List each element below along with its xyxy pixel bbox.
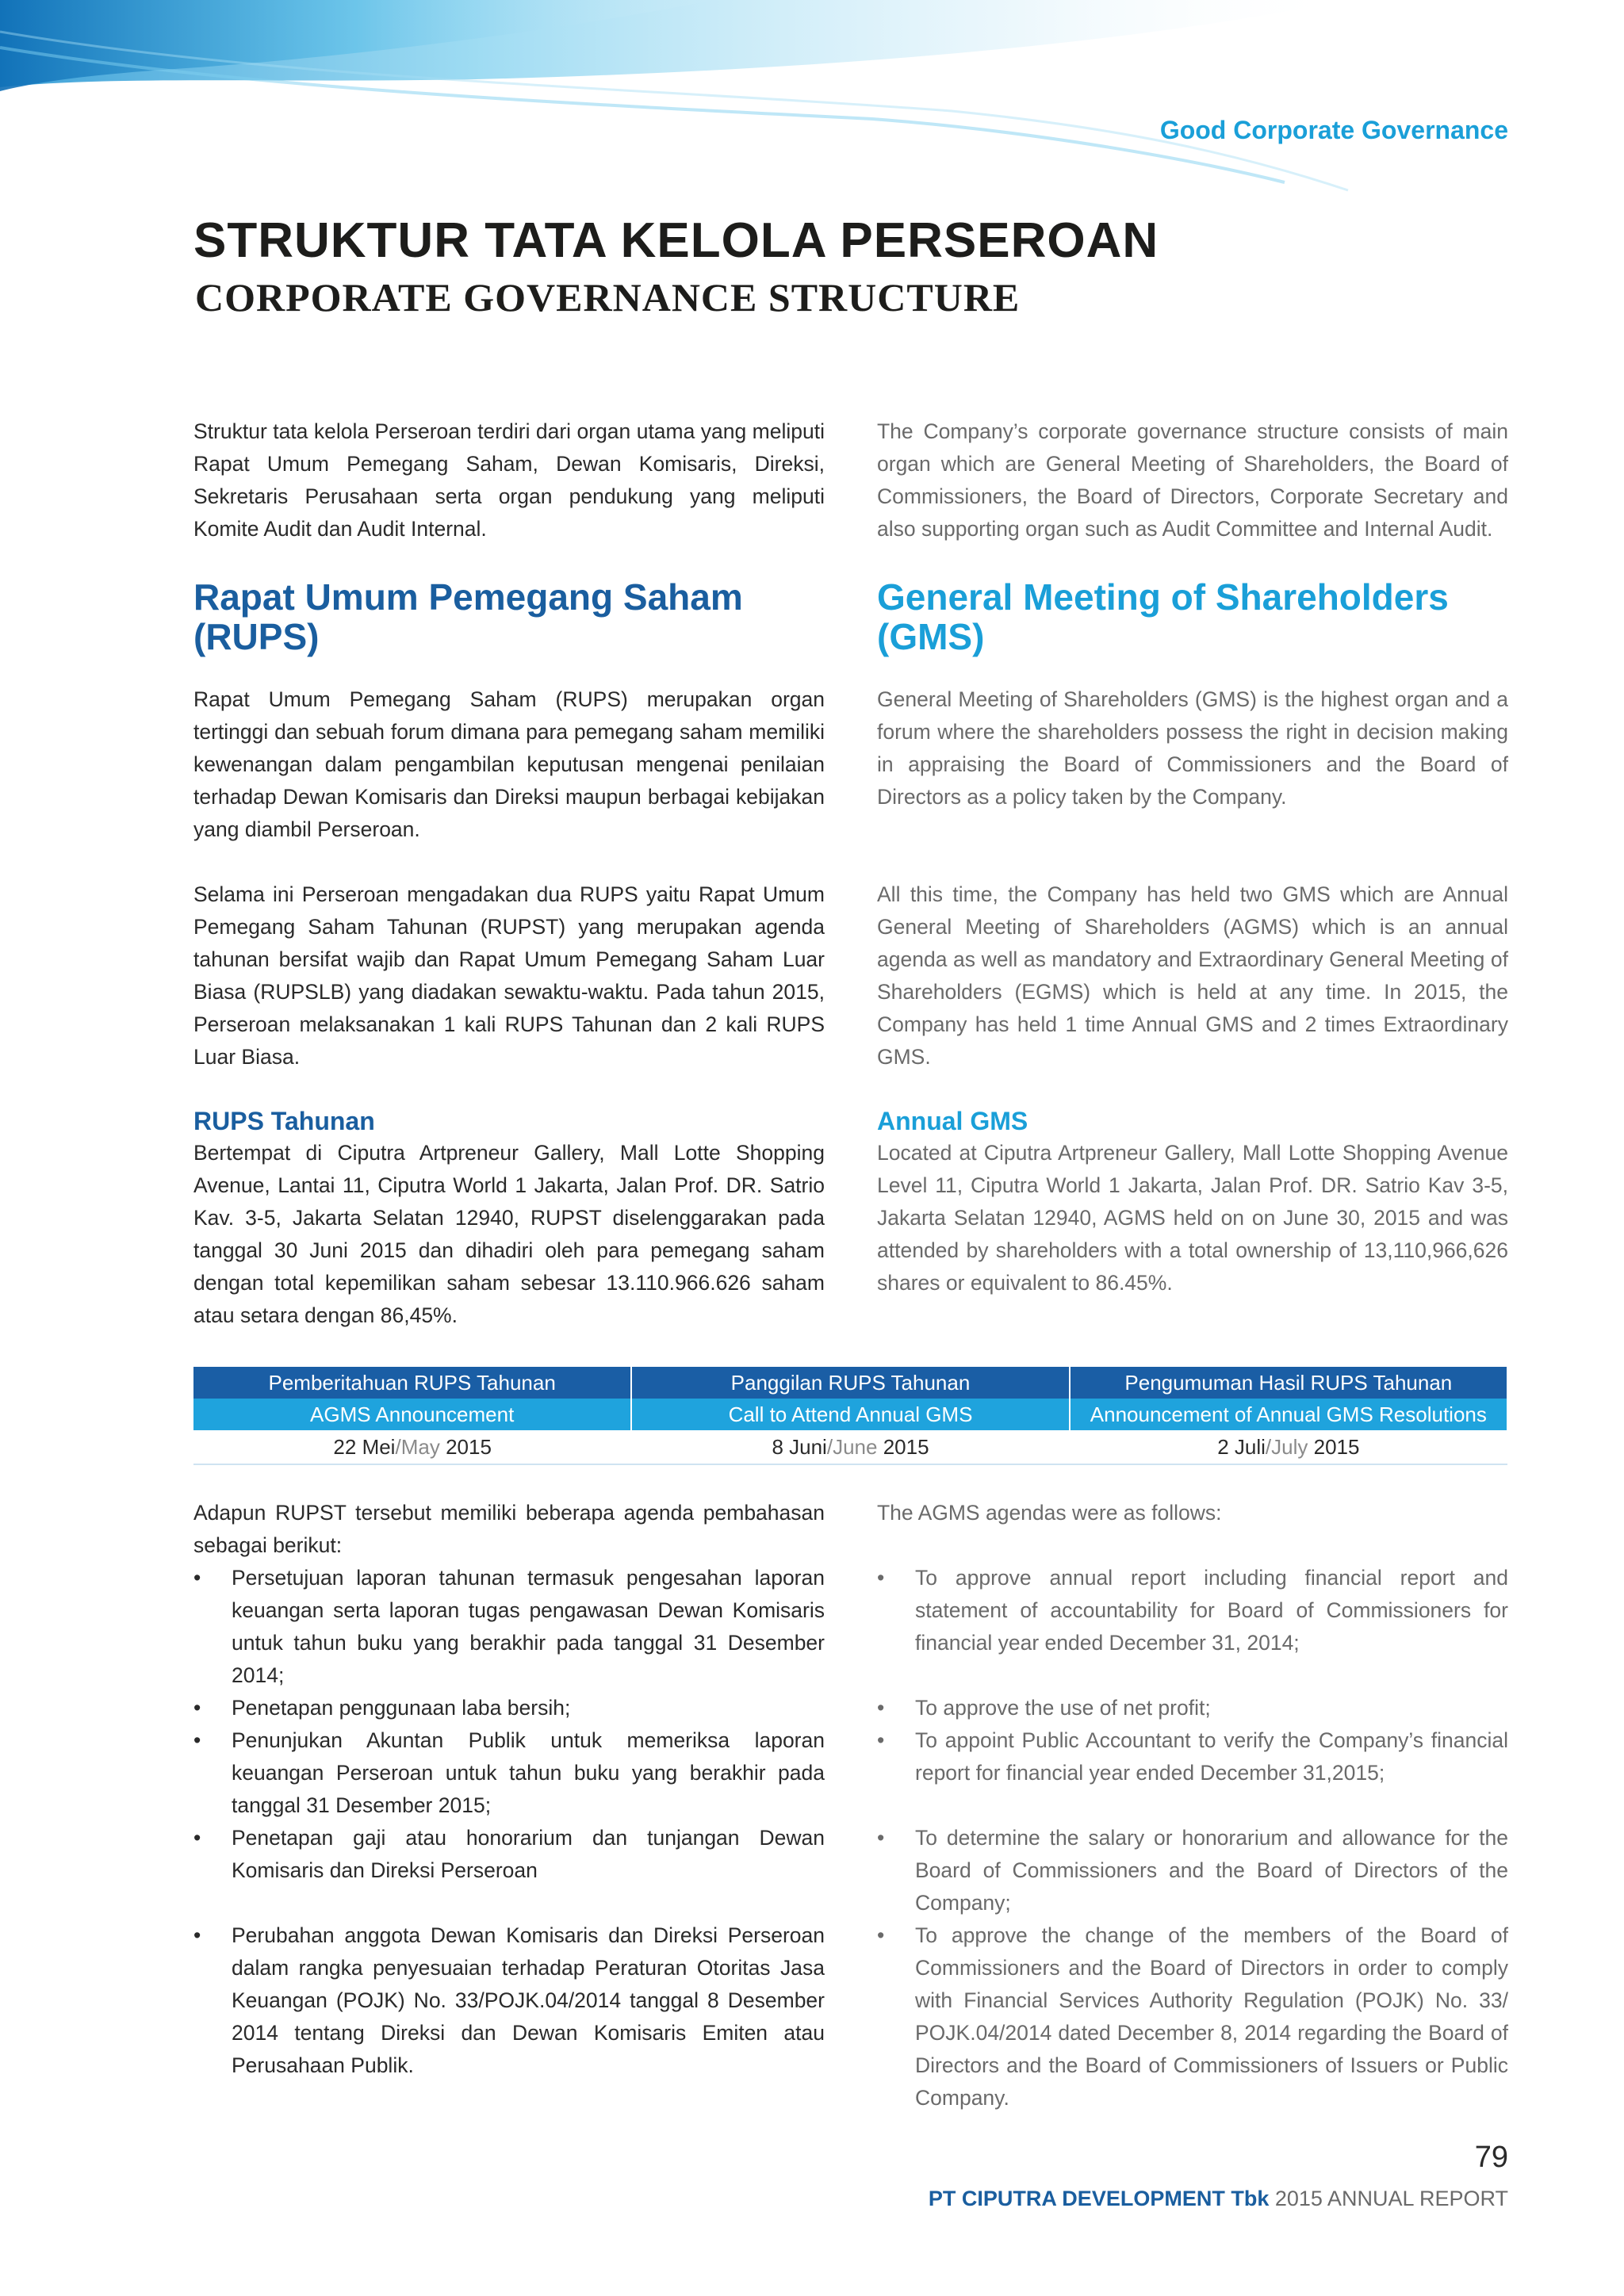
date-year: 2015 [883,1434,929,1459]
date-month-id: Juni [789,1434,827,1459]
page-title: STRUKTUR TATA KELOLA PERSEROAN [193,213,1159,268]
left-agenda-list [193,1562,825,2082]
left-rups-paragraph: Rapat Umum Pemegang Saham (RUPS) merupakan organ tertinggi dan sebuah forum dimana para pemegang saham memiliki kewenangan dalam pengambilan keputusan mengenai penilaian terhadap Dewan Komisaris dan Direksi maupun berbagai kebijakan yang diambil Perseroan. [193,687,825,841]
left-heading-rups-line1: Rapat Umum Pemegang Saham [193,576,743,618]
list-item: • To appoint Public Accountant to verify the Company’s financial report for financial year ended December 31,2015; [877,1724,1508,1789]
left-annual-paragraph: Bertempat di Ciputra Artpreneur Gallery, Mall Lotte Shopping Avenue, Lantai 11, Ciputra World 1 Jakarta, Jalan Prof. DR. Satrio Kav. 3-5, Jakarta Selatan 12940, RUPST diselenggarakan pada tanggal 30 Juni 2015 dan dihadiri oleh para pemegang saham dengan total kepemilikan saham sebesar 13.110.966.626 saham atau setara dengan 86,45%. [193,1141,825,1327]
right-annual-paragraph: Located at Ciputra Artpreneur Gallery, Mall Lotte Shopping Avenue Level 11, Ciputra World 1 Jakarta, Jalan Prof. DR. Satrio Kav 3-5, Jakarta Selatan 12940, AGMS held on on June 30, 2015 and was attended by shareholders with a total ownership of 13,110,966,626 shares or equivalent to 86.45%. [877,1141,1508,1295]
date-month-id: Mei [362,1434,396,1459]
date-separator: / [1265,1434,1272,1459]
right-heading-gms-line2: (GMS) [877,616,985,657]
right-agenda [877,1497,1508,2114]
list-item: • Persetujuan laporan tahunan termasuk pengesahan laporan keuangan serta laporan tugas pengawasan Dewan Komisaris untuk tahun buku yang berakhir pada tanggal 31 Desember 2014; [193,1562,825,1692]
date-month-id: Juli [1234,1434,1266,1459]
date-day: 8 [772,1434,783,1459]
table-date-cell [1070,1430,1507,1464]
table-row [193,1367,1507,1399]
date-year: 2015 [446,1434,492,1459]
list-item: • Penetapan gaji atau honorarium dan tunjangan Dewan Komisaris dan Direksi Perseroan [193,1822,825,1887]
right-heading-annual: Annual GMS [877,1107,1028,1135]
date-day: 22 [333,1434,357,1459]
table-row [193,1399,1507,1430]
list-item: • To determine the salary or honorarium and allowance for the Board of Commissioners and the Board of Directors of the Company; [877,1822,1508,1919]
date-year: 2015 [1313,1434,1360,1459]
section-label: Good Corporate Governance [1159,116,1508,144]
table-header-cell: Panggilan RUPS Tahunan [631,1367,1069,1399]
left-agenda-intro: Adapun RUPST tersebut memiliki beberapa agenda pembahasan sebagai berikut: [193,1501,825,1557]
right-intro: The Company’s corporate governance structure consists of main organ which are General Meeting of Shareholders, the Board of Commissioners, the Board of Directors, Corporate Secretary and also supporting organ such as Audit Committee and Internal Audit. [877,419,1508,541]
right-column-top [877,415,1508,1299]
date-separator: / [826,1434,833,1459]
agms-schedule-table [193,1367,1508,1465]
footer [929,2187,1508,2211]
page-number: 79 [1474,2141,1508,2174]
table-row [193,1430,1507,1464]
list-item: • To approve the change of the members of the Board of Commissioners and the Board of Directors in order to comply with Financial Services Authority Regulation (POJK) No. 33/ POJK.04/2014 dated December 8, 2014 regarding the Board of Directors and the Board of Commissioners of Issuers or Public Company. [877,1919,1508,2114]
table-date-cell [193,1430,631,1464]
left-intro: Struktur tata kelola Perseroan terdiri dari organ utama yang meliputi Rapat Umum Pemegang Saham, Dewan Komisaris, Direksi, Sekretaris Perusahaan serta organ pendukung yang meliputi Komite Audit dan Audit Internal. [193,419,825,541]
list-item: • Penetapan penggunaan laba bersih; [193,1692,825,1724]
page-subtitle: CORPORATE GOVERNANCE STRUCTURE [195,275,1021,320]
table-header-cell: Pemberitahuan RUPS Tahunan [193,1367,631,1399]
table-header-cell: Call to Attend Annual GMS [631,1399,1069,1430]
left-heading-annual: RUPS Tahunan [193,1107,375,1135]
right-heading-gms-line1: General Meeting of Shareholders [877,576,1449,618]
right-gms-paragraph: General Meeting of Shareholders (GMS) is the highest organ and a forum where the shareholders possess the right in decision making in appraising the Board of Commissioners and the Board of Directors as a policy taken by the Company. [877,687,1508,809]
date-day: 2 [1217,1434,1229,1459]
list-item: • To approve annual report including financial report and statement of accountability for Board of Commissioners for financial year ended December 31, 2014; [877,1562,1508,1659]
date-month-en: May [400,1434,440,1459]
left-agenda [193,1497,825,2082]
date-separator: / [395,1434,401,1459]
table-header-cell: Pengumuman Hasil RUPS Tahunan [1070,1367,1507,1399]
date-month-en: June [833,1434,878,1459]
table-header-cell: Announcement of Annual GMS Resolutions [1070,1399,1507,1430]
list-item: • Perubahan anggota Dewan Komisaris dan Direksi Perseroan dalam rangka penyesuaian terhadap Peraturan Otoritas Jasa Keuangan (POJK) No. 33/POJK.04/2014 tanggal 8 Desember 2014 tentang Direksi dan Dewan Komisaris Emiten atau Perusahaan Publik. [193,1919,825,2082]
list-item: • To approve the use of net profit; [877,1692,1508,1724]
table-header-cell: AGMS Announcement [193,1399,631,1430]
left-rups-types-paragraph: Selama ini Perseroan mengadakan dua RUPS yaitu Rapat Umum Pemegang Saham Tahunan (RUPST) yang merupakan agenda tahunan bersifat wajib dan Rapat Umum Pemegang Saham Luar Biasa (RUPSLB) yang diadakan sewaktu-waktu. Pada tahun 2015, Perseroan melaksanakan 1 kali RUPS Tahunan dan 2 kali RUPS Luar Biasa. [193,882,825,1069]
left-column-top [193,415,825,1332]
footer-report: 2015 ANNUAL REPORT [1274,2187,1508,2210]
date-month-en: July [1271,1434,1308,1459]
list-item: • Penunjukan Akuntan Publik untuk memeriksa laporan keuangan Perseroan untuk tahun buku yang berakhir pada tanggal 31 Desember 2015; [193,1724,825,1822]
right-gms-types-paragraph: All this time, the Company has held two GMS which are Annual General Meeting of Shareholders (AGMS) which is an annual agenda as well as mandatory and Extraordinary General Meeting of Shareholders (EGMS) which is held at any time. In 2015, the Company has held 1 time Annual GMS and 2 times Extraordinary GMS. [877,882,1508,1069]
right-agenda-intro: The AGMS agendas were as follows: [877,1501,1222,1525]
right-agenda-list [877,1562,1508,2114]
left-heading-rups-line2: (RUPS) [193,616,320,657]
footer-company: PT CIPUTRA DEVELOPMENT Tbk [928,2187,1270,2210]
table-date-cell [631,1430,1069,1464]
